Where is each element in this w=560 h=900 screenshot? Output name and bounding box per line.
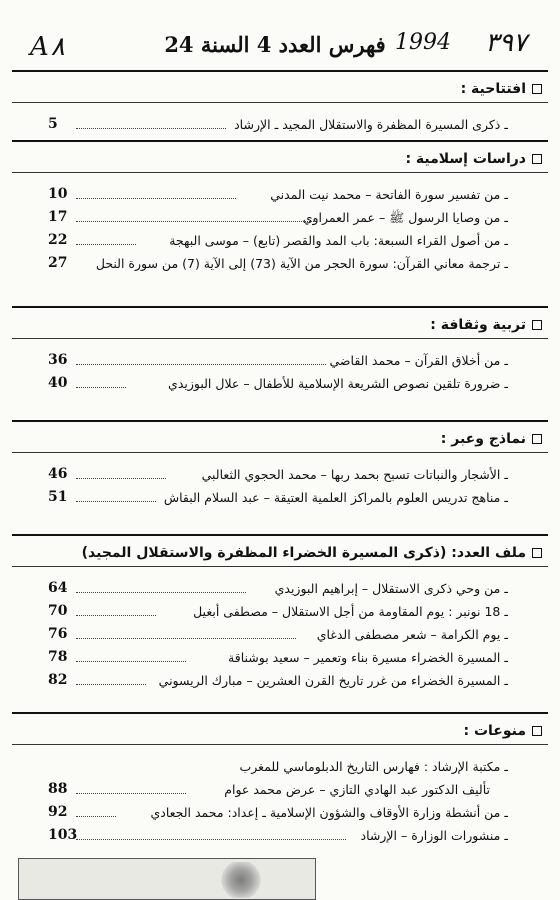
section-heading: ملف العدد: (ذكرى المسيرة الخضراء المظفرة والاستقلال المجيد) — [12, 540, 548, 566]
library-stamp — [18, 858, 316, 900]
section-heading: دراسات إسلامية : — [12, 146, 548, 172]
section-divider — [12, 566, 548, 567]
section-heading: تربية وثقافة : — [12, 312, 548, 338]
list-item: ـ من وحي ذكرى الاستقلال – إبراهيم البوزيدي 64 — [48, 580, 508, 596]
list-item: ـ من أصول القراء السبعة: باب المد والقصر (تابع) – موسى البهجة 22 — [48, 232, 508, 248]
section-rule — [12, 420, 548, 422]
section-heading: نماذج وعبر : — [12, 426, 548, 452]
list-item: تأليف الدكتور عبد الهادي التازي – عرض محمد عوام 88 — [48, 781, 490, 797]
page-header — [10, 26, 550, 66]
list-item: ـ من تفسير سورة الفاتحة – محمد نيت المدني 10 — [48, 186, 508, 202]
checkbox-icon — [532, 154, 542, 164]
section-issue-file — [12, 540, 548, 692]
list-item: ـ 18 نونبر : يوم المقاومة من أجل الاستقلال – مصطفى أبغيل 70 — [48, 603, 508, 619]
handwritten-year: 1994 — [395, 30, 451, 55]
section-divider — [12, 172, 548, 173]
section-divider — [12, 452, 548, 453]
section-rule — [12, 712, 548, 714]
list-item: ـ الأشجار والنباتات تسبح بحمد ربها – محمد الحجوي الثعالبي 46 — [48, 466, 508, 482]
handwritten-note-left: A٨ — [30, 32, 65, 62]
section-education-culture — [12, 312, 548, 395]
section-islamic-studies — [12, 146, 548, 275]
section-divider — [12, 744, 548, 745]
list-item: ـ مناهج تدريس العلوم بالمراكز العلمية العتيقة – عبد السلام البقاش 51 — [48, 489, 508, 505]
list-item: ـ مكتبة الإرشاد : فهارس التاريخ الدبلوماسي للمغرب — [239, 759, 508, 774]
list-item: ـ المسيرة الخضراء مسيرة بناء وتعمير – سعيد بوشناقة 78 — [48, 649, 508, 665]
checkbox-icon — [532, 320, 542, 330]
ink-stamp-mark — [220, 862, 262, 898]
list-item: ـ من أنشطة وزارة الأوقاف والشؤون الإسلامية ـ إعداد: محمد الجعادي 92 — [48, 804, 508, 820]
section-editorial — [12, 76, 548, 136]
checkbox-icon — [532, 726, 542, 736]
handwritten-note-right: ٣٩٧ — [485, 28, 527, 58]
list-item: ـ ضرورة تلقين نصوص الشريعة الإسلامية للأطفال – علال البوزيدي 40 — [48, 375, 508, 391]
checkbox-icon — [532, 84, 542, 94]
section-divider — [12, 102, 548, 103]
section-rule — [12, 140, 548, 142]
page-title: فهرس العدد 4 السنة 24 — [164, 32, 386, 57]
list-item: ـ يوم الكرامة – شعر مصطفى الدغاي 76 — [48, 626, 508, 642]
section-heading: منوعات : — [12, 718, 548, 744]
checkbox-icon — [532, 434, 542, 444]
checkbox-icon — [532, 548, 542, 558]
section-rule — [12, 306, 548, 308]
list-item: ـ من أخلاق القرآن – محمد القاضي 36 — [48, 352, 508, 368]
section-miscellaneous — [12, 718, 548, 847]
section-divider — [12, 338, 548, 339]
list-item: ـ ذكرى المسيرة المظفرة والاستقلال المجيد ـ الإرشاد 5 — [48, 116, 508, 132]
section-models-lessons — [12, 426, 548, 509]
list-item: ـ من وصايا الرسول ﷺ – عمر العمراوي 17 — [48, 209, 508, 225]
section-rule — [12, 534, 548, 536]
section-heading: افتتاحية : — [12, 76, 548, 102]
list-item: ـ المسيرة الخضراء من غرر تاريخ القرن العشرين – مبارك الريسوني 82 — [48, 672, 508, 688]
list-item: ـ منشورات الوزارة – الإرشاد 103 — [48, 827, 508, 843]
header-rule — [12, 70, 548, 72]
list-item: ـ ترجمة معاني القرآن: سورة الحجر من الآية (73) إلى الآية (7) من سورة النحل 27 — [48, 255, 508, 271]
